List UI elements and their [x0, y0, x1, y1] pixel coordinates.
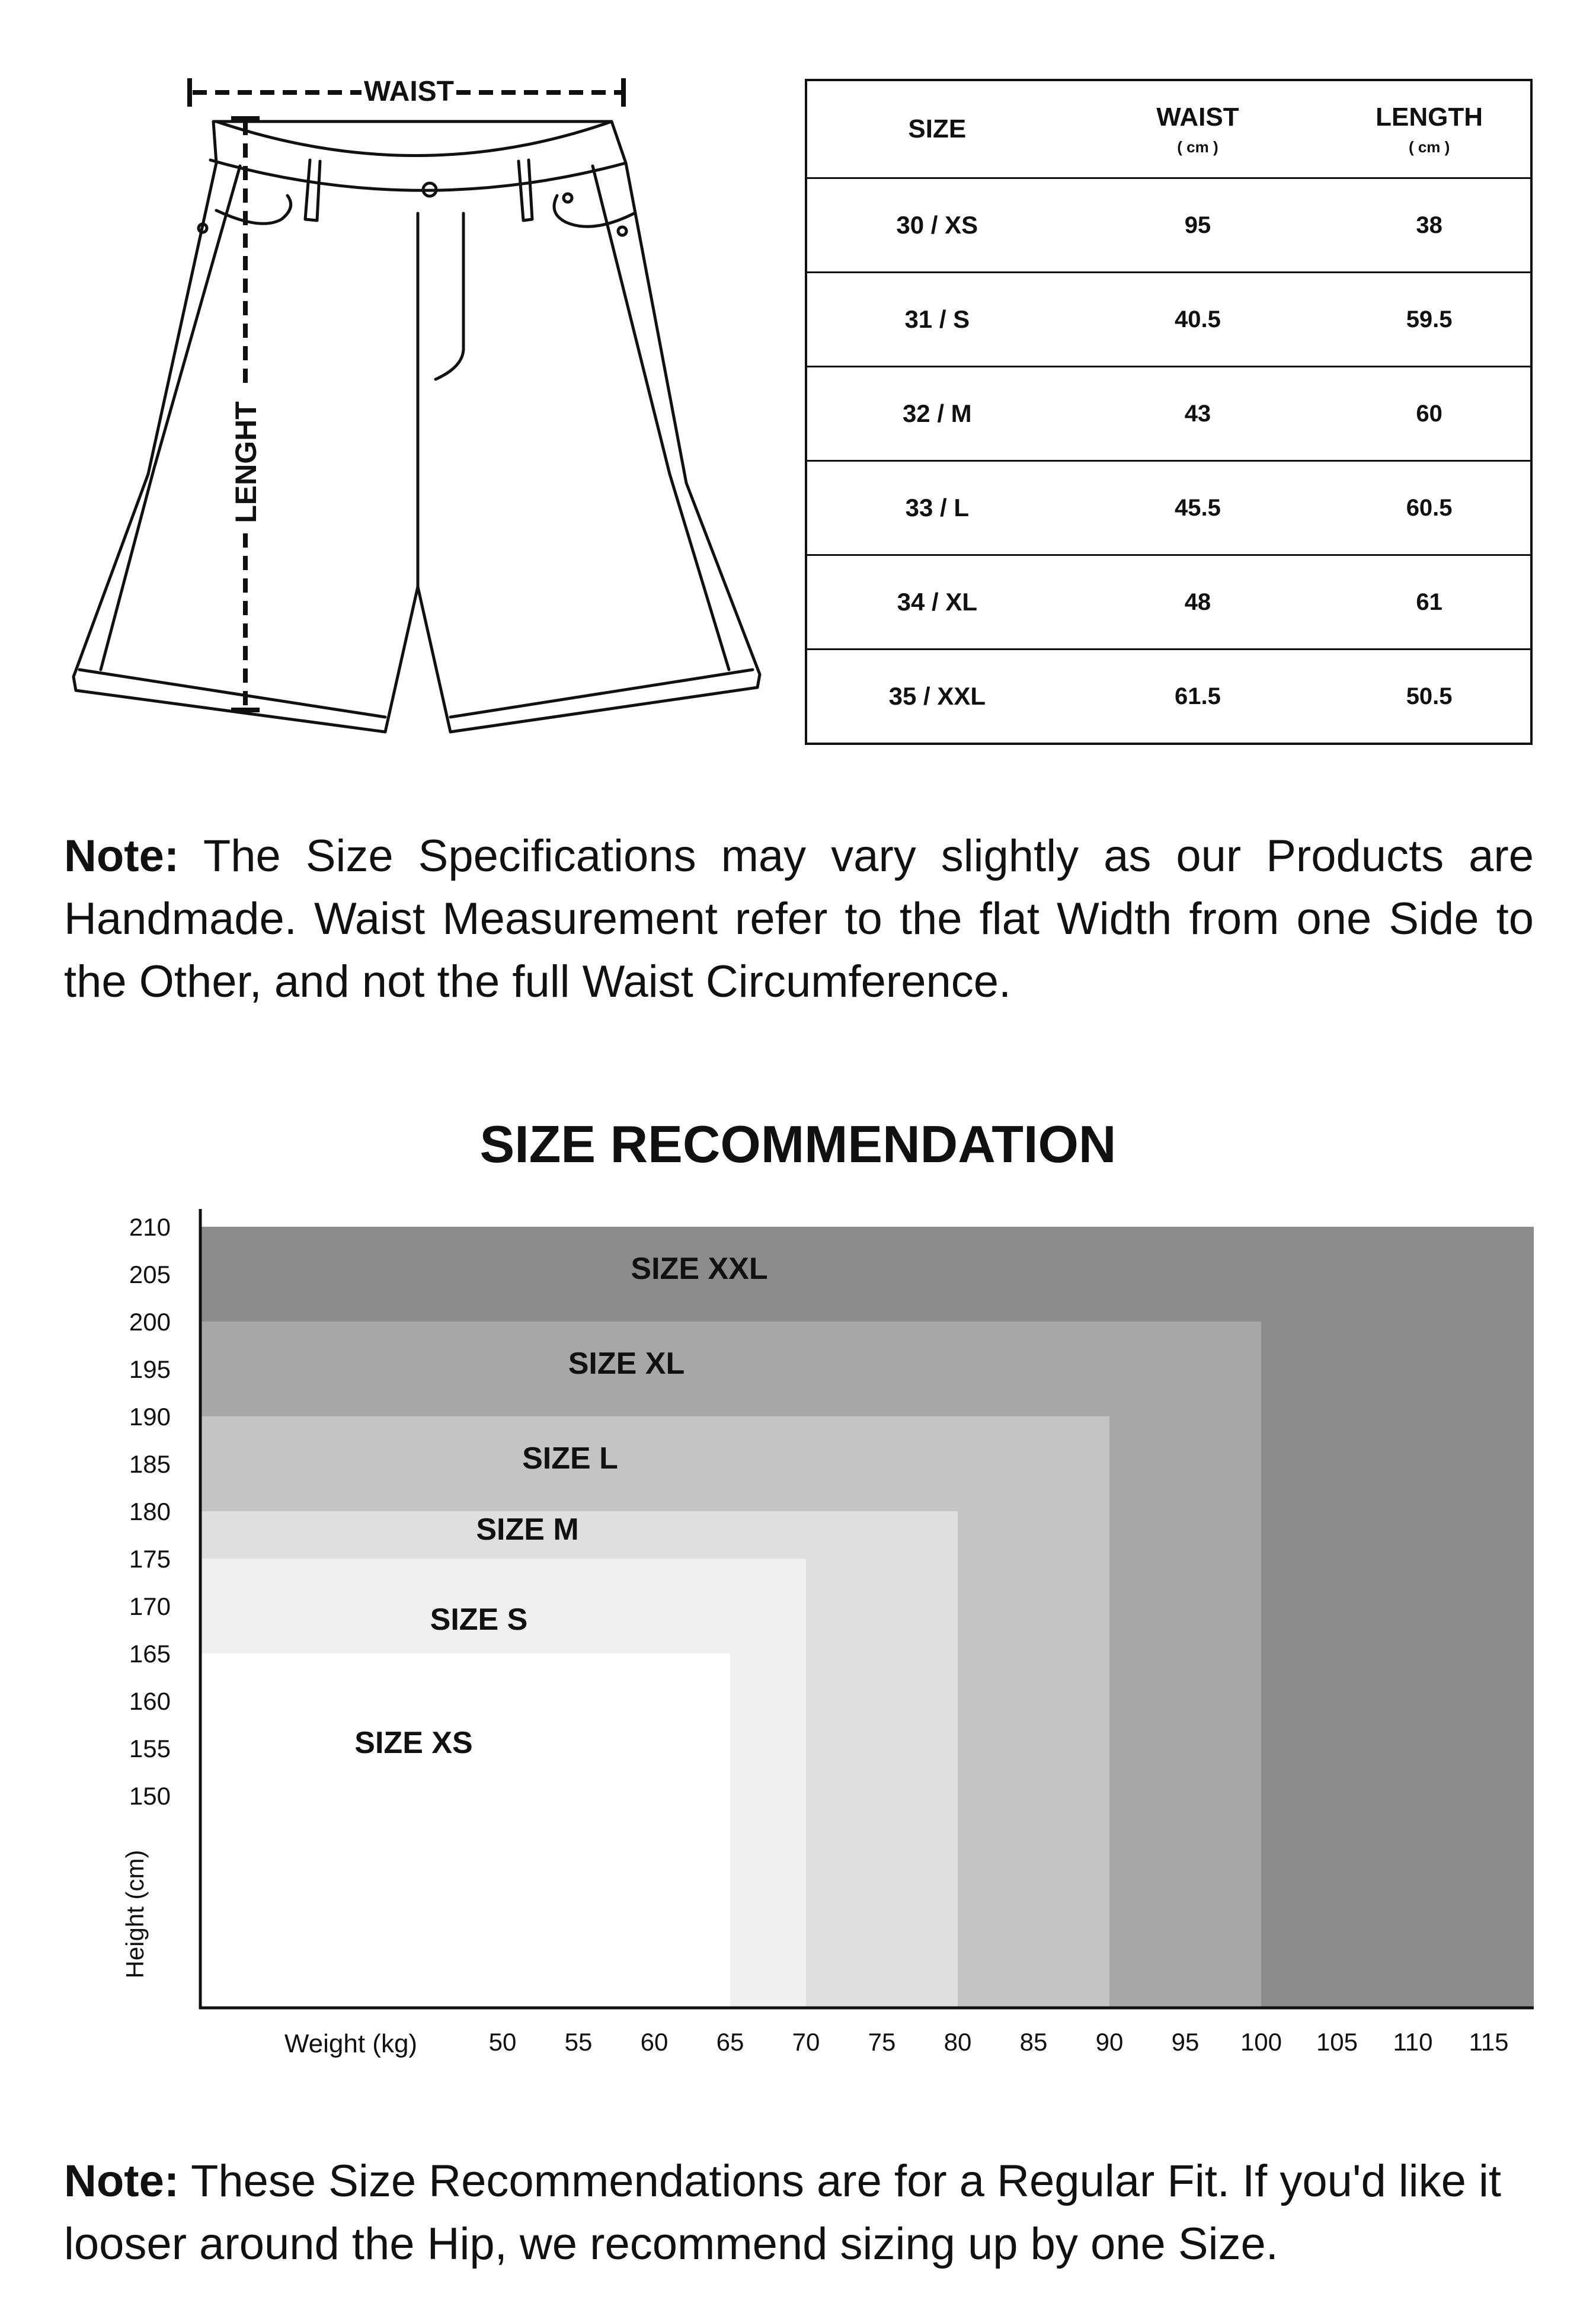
- table-row: [806, 273, 1531, 367]
- note-label: Note:: [64, 2156, 180, 2206]
- zone-label: SIZE XL: [568, 1346, 685, 1381]
- zone-label: SIZE XS: [354, 1726, 473, 1760]
- zone-label: SIZE S: [430, 1602, 528, 1637]
- row-length: 50.5: [1328, 650, 1531, 744]
- zone-label: SIZE L: [522, 1441, 618, 1476]
- zone-layer: [202, 1227, 1534, 2007]
- header-waist: WAIST ( cm ): [1067, 80, 1329, 178]
- row-waist: 45.5: [1067, 461, 1329, 555]
- row-length: 60: [1328, 367, 1531, 461]
- zone-label: SIZE M: [476, 1512, 579, 1547]
- header-size: SIZE: [908, 114, 967, 143]
- note-text: These Size Recommendations are for a Regular Fit. If you'd like it looser around the Hip, we recommend sizing up by one Size.: [64, 2156, 1501, 2269]
- x-tick-label: 90: [1095, 2028, 1124, 2056]
- x-tick-label: 95: [1171, 2028, 1200, 2056]
- y-tick-label: 155: [129, 1735, 171, 1762]
- x-tick-label: 60: [640, 2028, 669, 2056]
- x-tick-label: 75: [868, 2028, 896, 2056]
- row-waist: 48: [1067, 555, 1329, 650]
- size-recommendation-chart: [0, 1185, 1596, 2086]
- table-row: [806, 461, 1531, 555]
- row-waist: 95: [1067, 178, 1329, 273]
- row-length: 60.5: [1328, 461, 1531, 555]
- table-row: [806, 555, 1531, 650]
- table-row: [806, 650, 1531, 744]
- table-row: [806, 178, 1531, 273]
- y-tick-label: 165: [129, 1640, 171, 1668]
- x-tick-layer: [489, 2028, 1509, 2056]
- waist-label: WAIST: [364, 76, 454, 107]
- y-tick-label: 210: [129, 1213, 171, 1241]
- row-size: 30 / XS: [806, 178, 1067, 273]
- x-tick-label: 55: [564, 2028, 593, 2056]
- x-axis-label: Weight (kg): [284, 2029, 418, 2058]
- y-tick-label: 195: [129, 1355, 171, 1383]
- length-label: LENGHT: [229, 401, 263, 523]
- zone-size-xs: [202, 1653, 730, 2007]
- x-tick-label: 70: [792, 2028, 820, 2056]
- y-axis-label: Height (cm): [121, 1850, 149, 1979]
- x-tick-label: 105: [1316, 2028, 1358, 2056]
- row-waist: 40.5: [1067, 273, 1329, 367]
- zone-label: SIZE XXL: [631, 1252, 768, 1286]
- y-tick-label: 185: [129, 1450, 171, 1478]
- y-tick-label: 205: [129, 1261, 171, 1288]
- row-size: 34 / XL: [806, 555, 1067, 650]
- x-tick-label: 65: [716, 2028, 744, 2056]
- x-tick-label: 100: [1240, 2028, 1282, 2056]
- shorts-measurement-diagram: [71, 71, 770, 741]
- x-tick-label: 110: [1393, 2028, 1433, 2056]
- chart-title: SIZE RECOMMENDATION: [479, 1115, 1117, 1173]
- row-size: 32 / M: [806, 367, 1067, 461]
- row-length: 61: [1328, 555, 1531, 650]
- x-tick-label: 115: [1469, 2028, 1509, 2056]
- x-tick-label: 80: [943, 2028, 972, 2056]
- table-header-row: [806, 80, 1531, 178]
- row-length: 38: [1328, 178, 1531, 273]
- header-waist-unit: ( cm ): [1177, 137, 1218, 156]
- row-size: 35 / XXL: [806, 650, 1067, 744]
- size-spec-note: [64, 825, 1534, 1013]
- x-tick-label: 85: [1019, 2028, 1048, 2056]
- y-tick-label: 170: [129, 1592, 171, 1620]
- note-text: The Size Specifications may vary slightly as our Products are Handmade. Waist Measurement refer to the flat Width from one Side to the Other, and not the full Waist Circumference.: [64, 831, 1534, 1007]
- y-tick-label: 200: [129, 1308, 171, 1336]
- row-size: 33 / L: [806, 461, 1067, 555]
- x-tick-label: 50: [488, 2028, 517, 2056]
- table-row: [806, 367, 1531, 461]
- row-length: 59.5: [1328, 273, 1531, 367]
- y-tick-label: 175: [129, 1545, 171, 1573]
- fit-recommendation-note: [64, 2150, 1534, 2276]
- y-tick-label: 150: [129, 1782, 171, 1810]
- size-table: [805, 79, 1533, 745]
- header-length: LENGTH ( cm ): [1328, 80, 1531, 178]
- row-waist: 43: [1067, 367, 1329, 461]
- row-waist: 61.5: [1067, 650, 1329, 744]
- y-tick-label: 180: [129, 1498, 171, 1525]
- y-tick-layer: [129, 1213, 171, 1810]
- y-tick-label: 190: [129, 1403, 171, 1431]
- note-label: Note:: [64, 831, 180, 881]
- y-tick-label: 160: [129, 1687, 171, 1715]
- header-length-unit: ( cm ): [1408, 137, 1450, 156]
- row-size: 31 / S: [806, 273, 1067, 367]
